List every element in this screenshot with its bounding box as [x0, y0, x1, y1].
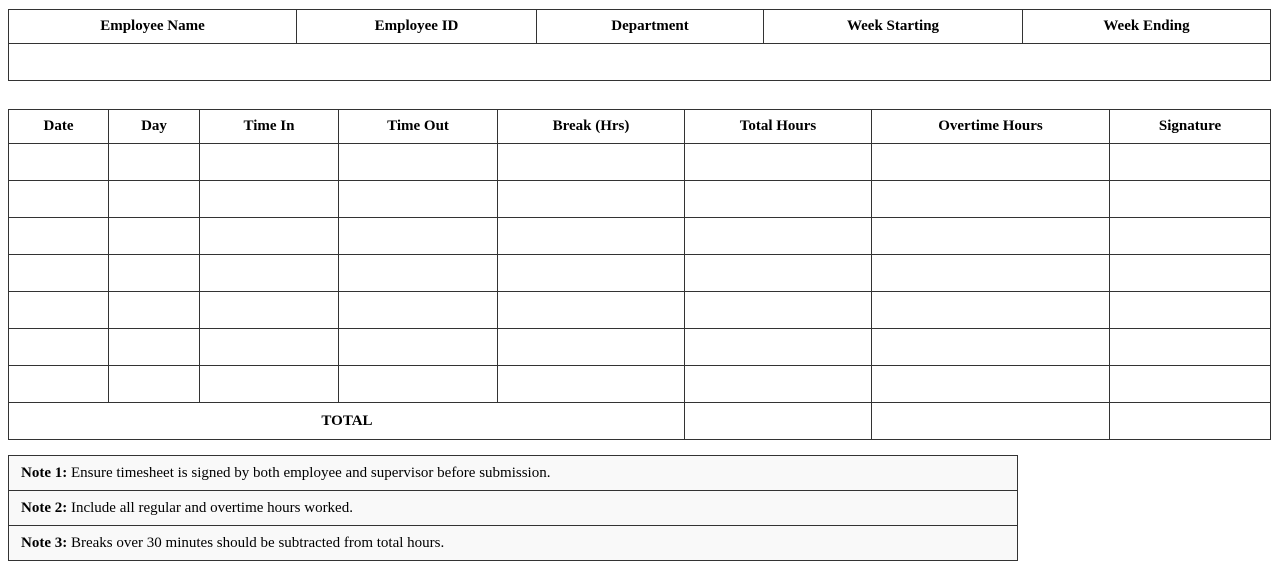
cell-total-hours[interactable] [685, 144, 872, 181]
cell-total-hours[interactable] [685, 366, 872, 403]
cell-time-out[interactable] [339, 255, 498, 292]
note-text: Include all regular and overtime hours worked. [67, 499, 353, 516]
cell-time-in[interactable] [200, 181, 339, 218]
cell-date[interactable] [9, 218, 109, 255]
timesheet-header-row [9, 110, 1271, 144]
cell-total-hours[interactable] [685, 181, 872, 218]
cell-break-hrs[interactable] [498, 144, 685, 181]
cell-day[interactable] [109, 181, 200, 218]
header-time-out: Time Out [339, 110, 498, 144]
header-employee-id: Employee ID [297, 10, 537, 44]
cell-time-out[interactable] [339, 366, 498, 403]
cell-total-hours[interactable] [685, 329, 872, 366]
cell-signature[interactable] [1110, 218, 1271, 255]
header-department: Department [537, 10, 764, 44]
note-label: Note 3: [21, 534, 68, 551]
header-signature: Signature [1110, 110, 1271, 144]
cell-signature[interactable] [1110, 366, 1271, 403]
note-row [9, 491, 1018, 526]
total-label: TOTAL [9, 403, 685, 440]
cell-date[interactable] [9, 292, 109, 329]
table-row [9, 218, 1271, 255]
cell-date[interactable] [9, 255, 109, 292]
notes-table [8, 455, 1018, 561]
note-text: Ensure timesheet is signed by both employee and supervisor before submission. [67, 464, 551, 481]
employee-info-value-row [9, 44, 1271, 81]
cell-break-hrs[interactable] [498, 181, 685, 218]
total-signature-cell[interactable] [1110, 403, 1271, 440]
cell-date[interactable] [9, 366, 109, 403]
cell-day[interactable] [109, 366, 200, 403]
cell-time-out[interactable] [339, 292, 498, 329]
cell-time-in[interactable] [200, 144, 339, 181]
total-hours-cell[interactable] [685, 403, 872, 440]
cell-total-hours[interactable] [685, 292, 872, 329]
cell-break-hrs[interactable] [498, 366, 685, 403]
cell-overtime-hours[interactable] [872, 218, 1110, 255]
cell-time-in[interactable] [200, 218, 339, 255]
header-break-hrs: Break (Hrs) [498, 110, 685, 144]
note-text: Breaks over 30 minutes should be subtracted from total hours. [67, 534, 445, 551]
cell-break-hrs[interactable] [498, 255, 685, 292]
header-week-ending: Week Ending [1023, 10, 1271, 44]
header-week-starting: Week Starting [764, 10, 1023, 44]
header-total-hours: Total Hours [685, 110, 872, 144]
cell-overtime-hours[interactable] [872, 144, 1110, 181]
cell-overtime-hours[interactable] [872, 292, 1110, 329]
note-1 [9, 456, 1018, 491]
cell-break-hrs[interactable] [498, 329, 685, 366]
note-label: Note 2: [21, 499, 68, 516]
cell-overtime-hours[interactable] [872, 181, 1110, 218]
cell-day[interactable] [109, 255, 200, 292]
header-overtime-hours: Overtime Hours [872, 110, 1110, 144]
cell-overtime-hours[interactable] [872, 366, 1110, 403]
header-time-in: Time In [200, 110, 339, 144]
header-day: Day [109, 110, 200, 144]
table-row [9, 144, 1271, 181]
table-row [9, 181, 1271, 218]
timesheet-table [8, 109, 1271, 440]
header-employee-name: Employee Name [9, 10, 297, 44]
cell-time-in[interactable] [200, 292, 339, 329]
cell-time-in[interactable] [200, 329, 339, 366]
cell-time-out[interactable] [339, 144, 498, 181]
cell-date[interactable] [9, 181, 109, 218]
cell-time-in[interactable] [200, 366, 339, 403]
cell-signature[interactable] [1110, 255, 1271, 292]
total-overtime-cell[interactable] [872, 403, 1110, 440]
table-row [9, 292, 1271, 329]
cell-time-out[interactable] [339, 181, 498, 218]
cell-day[interactable] [109, 144, 200, 181]
cell-signature[interactable] [1110, 144, 1271, 181]
cell-time-in[interactable] [200, 255, 339, 292]
cell-signature[interactable] [1110, 329, 1271, 366]
cell-day[interactable] [109, 292, 200, 329]
cell-time-out[interactable] [339, 218, 498, 255]
cell-total-hours[interactable] [685, 255, 872, 292]
note-row [9, 456, 1018, 491]
employee-info-table [8, 9, 1271, 81]
cell-overtime-hours[interactable] [872, 255, 1110, 292]
header-date: Date [9, 110, 109, 144]
cell-signature[interactable] [1110, 181, 1271, 218]
cell-day[interactable] [109, 218, 200, 255]
note-row [9, 526, 1018, 561]
cell-break-hrs[interactable] [498, 292, 685, 329]
cell-date[interactable] [9, 329, 109, 366]
cell-date[interactable] [9, 144, 109, 181]
cell-signature[interactable] [1110, 292, 1271, 329]
table-row [9, 255, 1271, 292]
table-row [9, 366, 1271, 403]
table-row [9, 329, 1271, 366]
cell-total-hours[interactable] [685, 218, 872, 255]
note-2 [9, 491, 1018, 526]
note-label: Note 1: [21, 464, 68, 481]
cell-day[interactable] [109, 329, 200, 366]
employee-info-value-cell[interactable] [9, 44, 1271, 81]
employee-info-header-row [9, 10, 1271, 44]
cell-overtime-hours[interactable] [872, 329, 1110, 366]
total-row [9, 403, 1271, 440]
cell-break-hrs[interactable] [498, 218, 685, 255]
note-3 [9, 526, 1018, 561]
cell-time-out[interactable] [339, 329, 498, 366]
